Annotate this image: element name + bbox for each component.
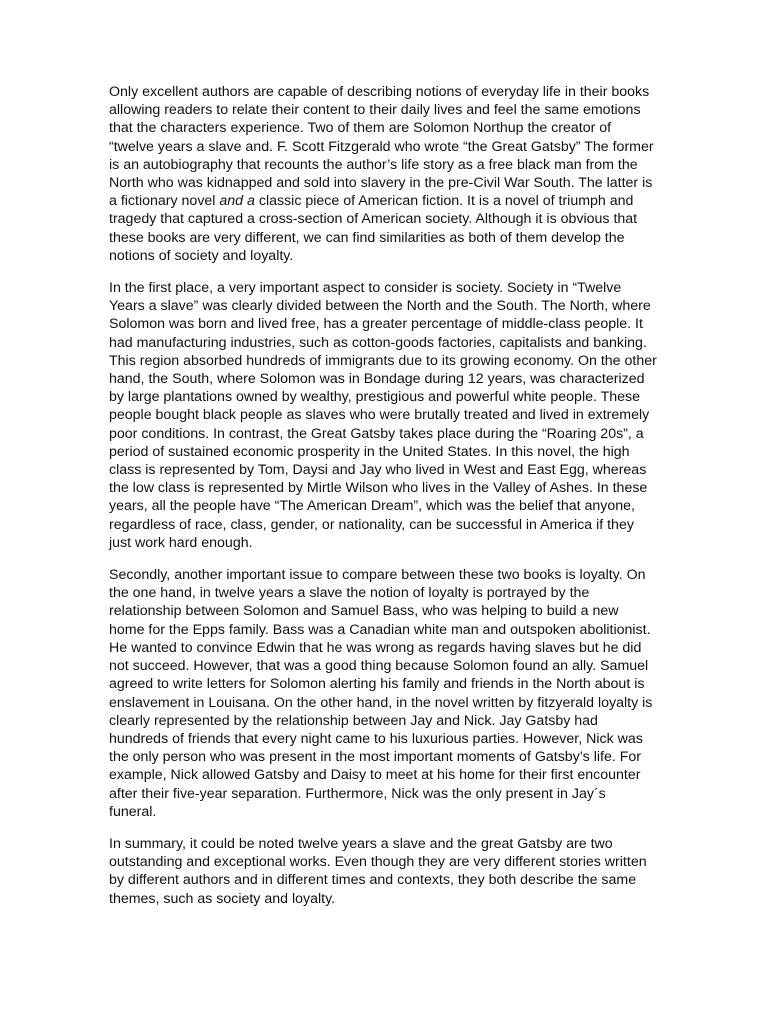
paragraph-text: In the first place, a very important aspect to consider is society. Society in “Twelve Years a slave” was clearly divided between the North and the South. The North, where Solomon was born and lived free, has a greater percentage of middle-class people. It had manufacturing industries, such as cotton-goods factories, capitalists and banking. This region absorbed hundreds of immigrants due to its growing economy. On the other hand, the South, where Solomon was in Bondage during 12 years, was characterized by large plantations owned by wealthy, prestigious and powerful white people. These people bought black people as slaves who were brutally treated and lived in extremely poor conditions. In contrast, the Great Gatsby takes place during the “Roaring 20s”, a period of sustained economic prosperity in the United States. In this novel, the high class is represented by Tom, Daysi and Jay who lived in West and East Egg, whereas the low class is represented by Mirtle Wilson who lives in the Valley of Ashes. In these years, all the people have “The American Dream”, which was the belief that anyone, regardless of race, class, gender, or nationality, can be successful in America if they just work hard enough. (109, 280, 657, 551)
paragraph-text: In summary, it could be noted twelve years a slave and the great Gatsby are two outstanding and exceptional works. Even though they are very different stories written by different authors and in different times and contexts, they both describe the same themes, such as society and loyalty. (109, 835, 647, 907)
paragraph-loyalty (109, 566, 657, 821)
paragraph-text: classic piece of American fiction. It is a novel of triumph and tragedy that captured a cross-section of American society. Although it is obvious that these books are very different, we can find similarities as both of them develop the notions of society and loyalty. (109, 193, 638, 264)
paragraph-summary (109, 835, 657, 908)
document-page (109, 80, 657, 922)
paragraph-italic-text: and a (219, 193, 255, 210)
paragraph-society (109, 279, 657, 552)
paragraph-text: Only excellent authors are capable of describing notions of everyday life in their books allowing readers to relate their content to their daily lives and feel the same emotions that the characters experience. Two of them are Solomon Northup the creator of “twelve years a slave and. F. Scott Fitzgerald who wrote “the Great Gatsby” The former is an autobiography that recounts the author’s life story as a free black man from the North who was kidnapped and sold into slavery in the pre-Civil War South. The latter is a fictionary novel (109, 84, 654, 210)
paragraph-introduction (109, 83, 657, 265)
paragraph-text: Secondly, another important issue to compare between these two books is loyalty. On the one hand, in twelve years a slave the notion of loyalty is portrayed by the relationship between Solomon and Samuel Bass, who was helping to build a new home for the Epps family. Bass was a Canadian white man and outspoken abolitionist. He wanted to convince Edwin that he was wrong as regards having slaves but he did not succeed. However, that was a good thing because Solomon found an ally. Samuel agreed to write letters for Solomon alerting his family and friends in the North about is enslavement in Louisana. On the other hand, in the novel written by fitzyerald loyalty is clearly represented by the relationship between Jay and Nick. Jay Gatsby had hundreds of friends that every night came to his luxurious parties. However, Nick was the only person who was present in the most important moments of Gatsby’s life. For example, Nick allowed Gatsby and Daisy to meet at his home for their first encounter after their five-year separation. Furthermore, Nick was the only present in Jay´s funeral. (109, 567, 653, 820)
